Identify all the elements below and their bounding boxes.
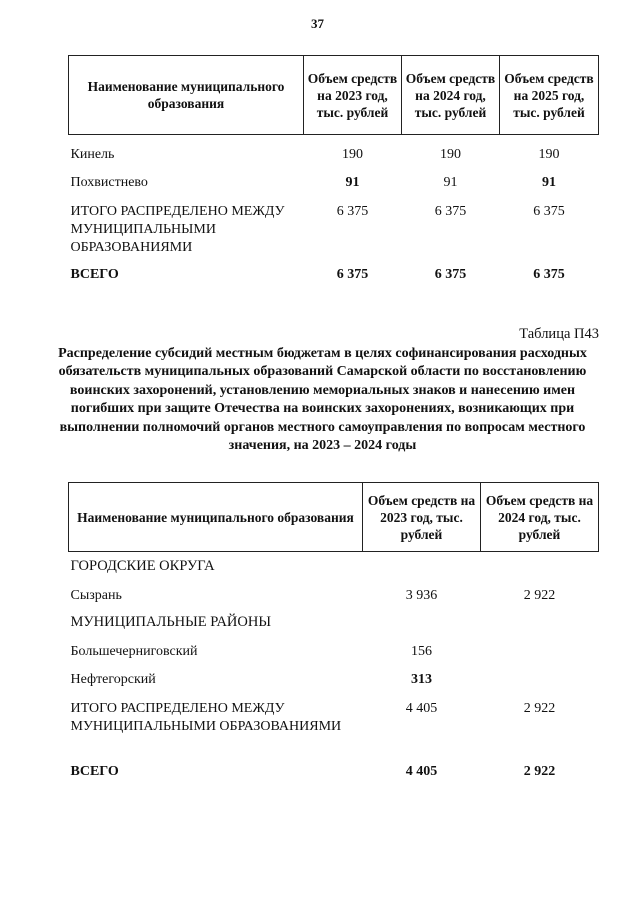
table-row-total-distributed (69, 195, 599, 257)
cell-2024: 190 (440, 147, 461, 162)
cell-2025: 91 (542, 175, 556, 190)
table-row-grand-total (69, 756, 599, 784)
table-row (69, 664, 599, 692)
table-1 (68, 55, 599, 287)
cell-2025: 6 375 (533, 204, 565, 219)
table-label: Таблица П43 (519, 326, 599, 342)
cell-2023: 6 375 (336, 204, 369, 219)
table-row (69, 167, 599, 195)
header-2023: Объем средств на 2023 год, тыс. рублей (304, 56, 402, 135)
cell-2024: 6 375 (434, 204, 467, 219)
header-2024: Объем средств на 2024 год, тыс. рублей (402, 56, 500, 135)
cell-2023: 3 936 (405, 588, 438, 603)
table-row-total-distributed (69, 692, 599, 756)
header-municipality: Наименование муниципального образования (69, 56, 304, 135)
cell-2023: 91 (345, 175, 360, 190)
cell-2024: 2 922 (523, 588, 556, 603)
page-number: 37 (311, 16, 324, 31)
row-name: ВСЕГО (70, 764, 119, 779)
cell-2024: 91 (443, 175, 458, 190)
cell-2024: 2 922 (523, 764, 556, 779)
header-municipality: Наименование муниципального образования (69, 483, 363, 552)
section-city-districts: ГОРОДСКИЕ ОКРУГА (70, 558, 215, 574)
row-name: Кинель (70, 147, 115, 162)
cell-2024 (481, 636, 599, 664)
row-name: ВСЕГО (70, 267, 119, 282)
row-name: ИТОГО РАСПРЕДЕЛЕНО МЕЖДУ МУНИЦИПАЛЬНЫМИ ОБРАЗОВАНИЯМИ (70, 701, 342, 734)
table-2-header-row (69, 483, 599, 552)
cell-2024 (481, 664, 599, 692)
table-2 (68, 482, 599, 784)
cell-2025: 190 (538, 147, 560, 162)
table-row-grand-total (69, 257, 599, 287)
header-2024: Объем средств на 2024 год, тыс. рублей (481, 483, 599, 552)
cell-2025: 6 375 (533, 267, 565, 282)
section-row (69, 552, 599, 581)
row-name: Похвистнево (70, 175, 148, 190)
cell-2023: 156 (411, 644, 432, 659)
table-1-header-row (69, 56, 599, 135)
table-2-title: Распределение субсидий местным бюджетам в целях софинансирования расходных обязательств муниципальных образований Самарской области по восстановлению воинских захоронений, установлению мемориальных знаков и нанесению имен погибших при защите Отечества на воинских захоронениях, возникающих при выполнении полномочий органов местного самоуправления по вопросам местного значения, на 2023 – 2024 годы (58, 346, 587, 454)
table-row (69, 636, 599, 664)
table-row (69, 135, 599, 168)
cell-2023: 313 (411, 672, 432, 687)
table-row (69, 580, 599, 608)
cell-2024: 6 375 (434, 267, 467, 282)
header-2025: Объем средств на 2025 год, тыс. рублей (500, 56, 599, 135)
cell-2023: 190 (342, 147, 363, 162)
row-name: Сызрань (70, 588, 122, 603)
row-name: Нефтегорский (70, 672, 156, 687)
section-municipal-districts: МУНИЦИПАЛЬНЫЕ РАЙОНЫ (70, 614, 271, 630)
cell-2024: 2 922 (523, 701, 556, 716)
cell-2023: 4 405 (405, 701, 438, 716)
section-row (69, 608, 599, 636)
cell-2023: 6 375 (336, 267, 369, 282)
cell-2023: 4 405 (405, 764, 438, 779)
row-name: Большечерниговский (70, 644, 198, 659)
row-name: ИТОГО РАСПРЕДЕЛЕНО МЕЖДУ МУНИЦИПАЛЬНЫМИ ОБРАЗОВАНИЯМИ (70, 204, 285, 255)
header-2023: Объем средств на 2023 год, тыс. рублей (363, 483, 481, 552)
